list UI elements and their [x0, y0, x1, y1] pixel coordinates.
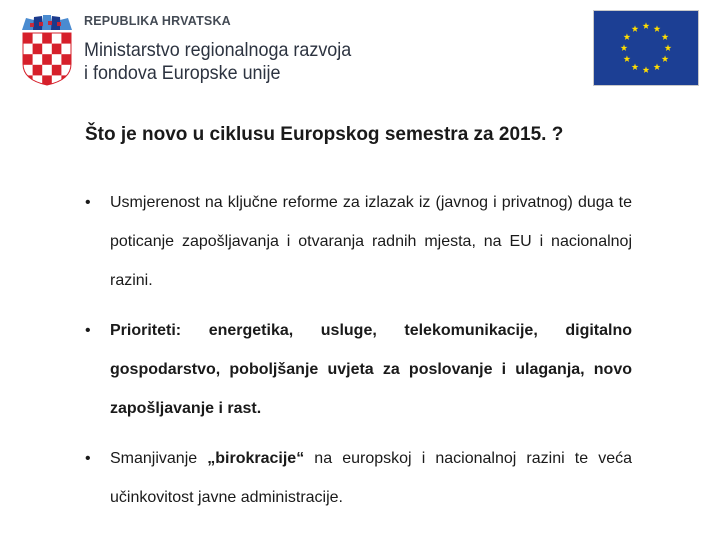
croatian-coat-of-arms-icon — [20, 14, 74, 86]
bullet-marker: • — [85, 322, 91, 339]
bullet-item — [85, 439, 632, 517]
bullet-list — [85, 183, 632, 528]
bullet-text-part: na europskoj i nacionalnoj razini te veća učinkovitost javne administracije. — [110, 450, 632, 506]
republic-label: REPUBLIKA HRVATSKA — [84, 14, 231, 28]
bullet-text: Prioriteti: energetika, usluge, telekomunikacije, digitalno gospodarstvo, poboljšanje uvjeta za poslovanje i ulaganja, novo zapošljavanje i rast. — [110, 322, 632, 417]
ministry-name-line-1: Ministarstvo regionalnoga razvoja — [84, 39, 352, 61]
bullet-marker: • — [85, 450, 91, 467]
eu-star — [643, 22, 650, 29]
eu-star — [662, 55, 669, 62]
eu-star — [632, 25, 639, 32]
bullet-text: Usmjerenost na ključne reforme za izlazak iz (javnog i privatnog) duga te poticanje zapošljavanja i otvaranja radnih mjesta, na EU i nacionalnoj razini. — [110, 194, 632, 289]
bullet-marker: • — [85, 194, 91, 211]
ministry-logo-text — [84, 14, 374, 85]
bullet-item — [85, 183, 632, 300]
slide-header — [0, 0, 720, 95]
ministry-name-line-2: i fondova Europske unije — [84, 62, 281, 84]
eu-star — [643, 66, 650, 73]
eu-star — [632, 63, 639, 70]
eu-star — [654, 25, 661, 32]
slide-title: Što je novo u ciklusu Europskog semestra za 2015. ? — [85, 124, 564, 145]
bullet-text-emphasis: „birokracije“ — [207, 450, 305, 467]
bullet-item — [85, 311, 632, 428]
eu-flag-icon — [594, 11, 698, 85]
eu-star — [621, 44, 628, 51]
eu-star — [624, 33, 631, 40]
eu-star — [654, 63, 661, 70]
eu-star — [624, 55, 631, 62]
eu-star — [662, 33, 669, 40]
eu-star — [665, 44, 672, 51]
bullet-text — [110, 439, 632, 517]
bullet-text-part: Smanjivanje — [110, 450, 208, 467]
